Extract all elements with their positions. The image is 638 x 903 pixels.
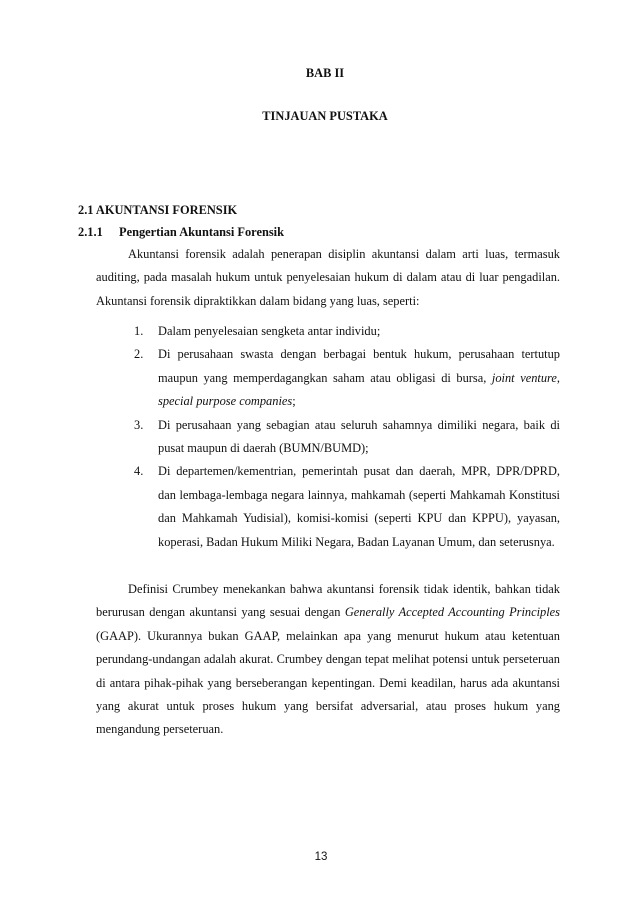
practice-list (134, 320, 560, 554)
subsection-heading (78, 225, 284, 240)
list-item-text: ; (292, 394, 296, 409)
list-item-text: , (556, 370, 560, 385)
subsection-title: Pengertian Akuntansi Forensik (119, 225, 285, 239)
list-item-text: Di perusahaan yang sebagian atau seluruh sahamnya dimiliki negara, baik di pusat maupun di daerah (BUMN/BUMD); (158, 417, 560, 456)
page-number: 13 (314, 851, 328, 863)
list-item (134, 320, 560, 343)
list-item-number: 4. (134, 464, 144, 479)
italic-term: Generally Accepted Accounting Principles (344, 605, 561, 620)
list-item-italic-term: joint venture (491, 370, 557, 385)
chapter-title: TINJAUAN PUSTAKA (262, 109, 388, 123)
list-item-italic-term: special purpose companies (158, 394, 293, 409)
chapter-label: BAB II (305, 66, 345, 80)
section-heading: 2.1 AKUNTANSI FORENSIK (78, 203, 238, 217)
list-item (134, 414, 560, 461)
paragraph-definition: Akuntansi forensik adalah penerapan disiplin akuntansi dalam arti luas, termasuk auditing, pada masalah hukum untuk penyelesaian hukum di dalam atau di luar pengadilan. Akuntansi forensik dipraktikkan dalam bidang yang luas, seperti: (96, 247, 560, 308)
paragraph-crumbey (96, 578, 560, 742)
list-item-text: Di departemen/kementrian, pemerintah pusat dan daerah, MPR, DPR/DPRD, dan lembaga-lembaga negara lainnya, mahkamah (seperti Mahkamah Konstitusi dan Mahkamah Yudisial), komisi-komisi (seperti KPU dan KPPU), yayasan, koperasi, Badan Hukum Miliki Negara, Badan Layanan Umum, dan seterusnya. (158, 464, 560, 549)
paragraph-text: Definisi Crumbey menekankan bahwa akuntansi forensik tidak identik, bahkan tidak berurusan dengan akuntansi yang sesuai dengan (96, 582, 560, 620)
list-item-text: Dalam penyelesaian sengketa antar individu; (158, 324, 381, 338)
list-item-number: 3. (134, 417, 144, 432)
list-item-number: 1. (134, 324, 144, 338)
paragraph-text: (GAAP). Ukurannya bukan GAAP, melainkan apa yang menurut hukum atau ketentuan perundang-undangan adalah akurat. Crumbey dengan tepat melihat potensi untuk perseteruan di antara pihak-pihak yang berseberangan kepentingan. Demi keadilan, harus ada akuntansi yang akurat untuk proses hukum yang bersifat adversarial, atau proses hukum yang mengandung perseteruan. (96, 628, 560, 737)
list-item-text: Di perusahaan swasta dengan berbagai bentuk hukum, perusahaan tertutup maupun yang memperdagangkan saham atau obligasi di bursa, (158, 347, 560, 385)
list-item (134, 460, 560, 554)
list-item (134, 343, 560, 413)
subsection-number: 2.1.1 (78, 225, 103, 239)
list-item-number: 2. (134, 347, 144, 362)
